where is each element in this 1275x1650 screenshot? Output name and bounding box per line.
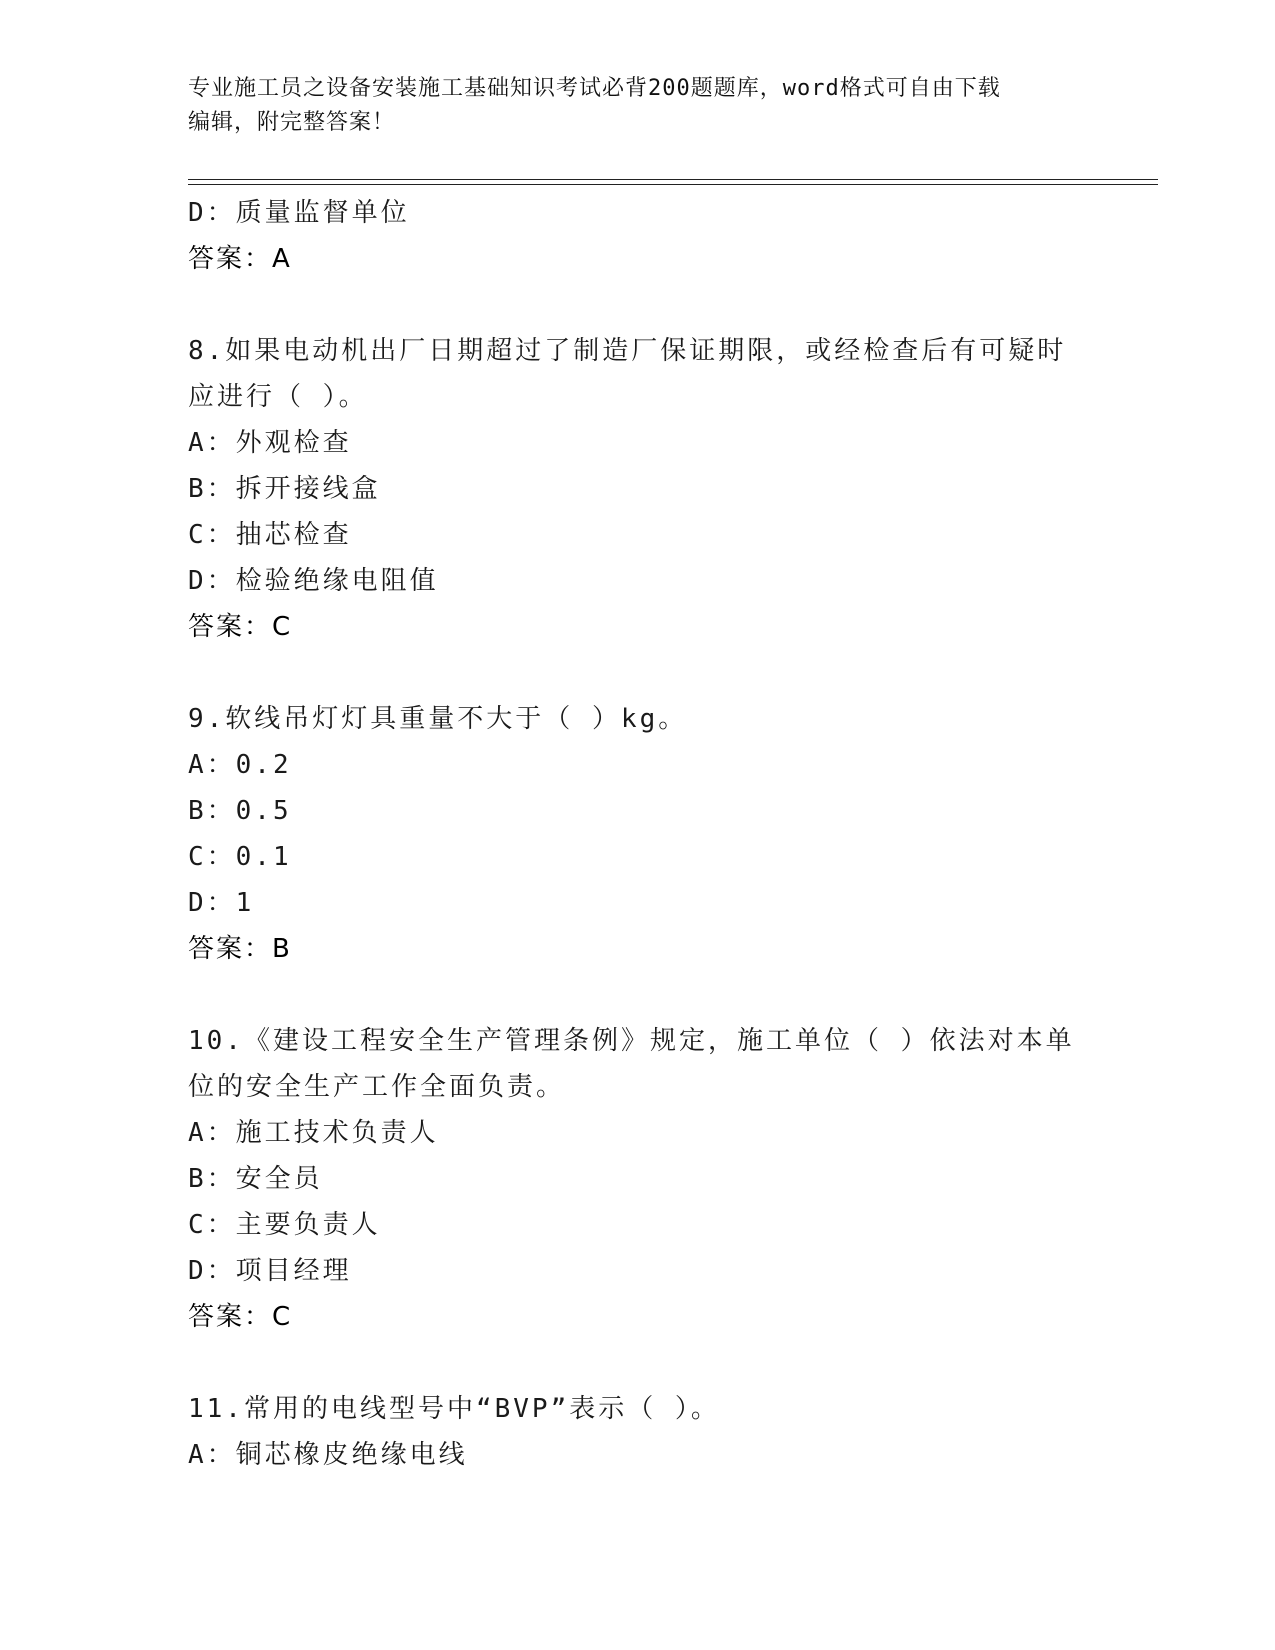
header-line-2: 编辑，附完整答案！: [188, 110, 396, 135]
option-d: D：检验绝缘电阻值: [188, 566, 439, 596]
option-b: B：拆开接线盒: [188, 474, 381, 504]
question-8: [188, 328, 1088, 650]
prev-answer: 答案：A: [188, 244, 292, 274]
question-stem-cont: 位的安全生产工作全面负责。: [188, 1072, 566, 1102]
header-divider-top: [188, 179, 1158, 180]
question-11: [188, 1386, 1088, 1478]
option-d: D：1: [188, 888, 255, 918]
document-header: [188, 72, 1088, 140]
prev-option-d: D：质量监督单位: [188, 198, 410, 228]
header-divider-bottom: [188, 184, 1158, 185]
question-stem-cont: 应进行（ ）。: [188, 382, 368, 412]
option-d: D：项目经理: [188, 1256, 352, 1286]
option-c: C：主要负责人: [188, 1210, 381, 1240]
option-b: B：安全员: [188, 1164, 323, 1194]
option-a: A：施工技术负责人: [188, 1118, 439, 1148]
option-a: A：0.2: [188, 750, 292, 780]
answer: 答案：C: [188, 612, 293, 642]
option-b: B：0.5: [188, 796, 292, 826]
option-a: A：外观检查: [188, 428, 352, 458]
option-c: C：抽芯检查: [188, 520, 352, 550]
question-list: [188, 190, 1088, 1478]
question-stem: 9.软线吊灯灯具重量不大于（ ）kg。: [188, 704, 688, 734]
question-stem: 10.《建设工程安全生产管理条例》规定，施工单位（ ）依法对本单: [188, 1026, 1075, 1056]
question-stem: 8.如果电动机出厂日期超过了制造厂保证期限，或经检查后有可疑时: [188, 336, 1067, 366]
question-stem: 11.常用的电线型号中“BVP”表示（ ）。: [188, 1394, 720, 1424]
option-c: C：0.1: [188, 842, 292, 872]
answer: 答案：B: [188, 934, 292, 964]
header-line-1: 专业施工员之设备安装施工基础知识考试必背200题题库，word格式可自由下载: [188, 76, 1001, 101]
answer: 答案：C: [188, 1302, 293, 1332]
option-a: A：铜芯橡皮绝缘电线: [188, 1440, 468, 1470]
question-10: [188, 1018, 1088, 1340]
question-9: [188, 696, 1088, 972]
